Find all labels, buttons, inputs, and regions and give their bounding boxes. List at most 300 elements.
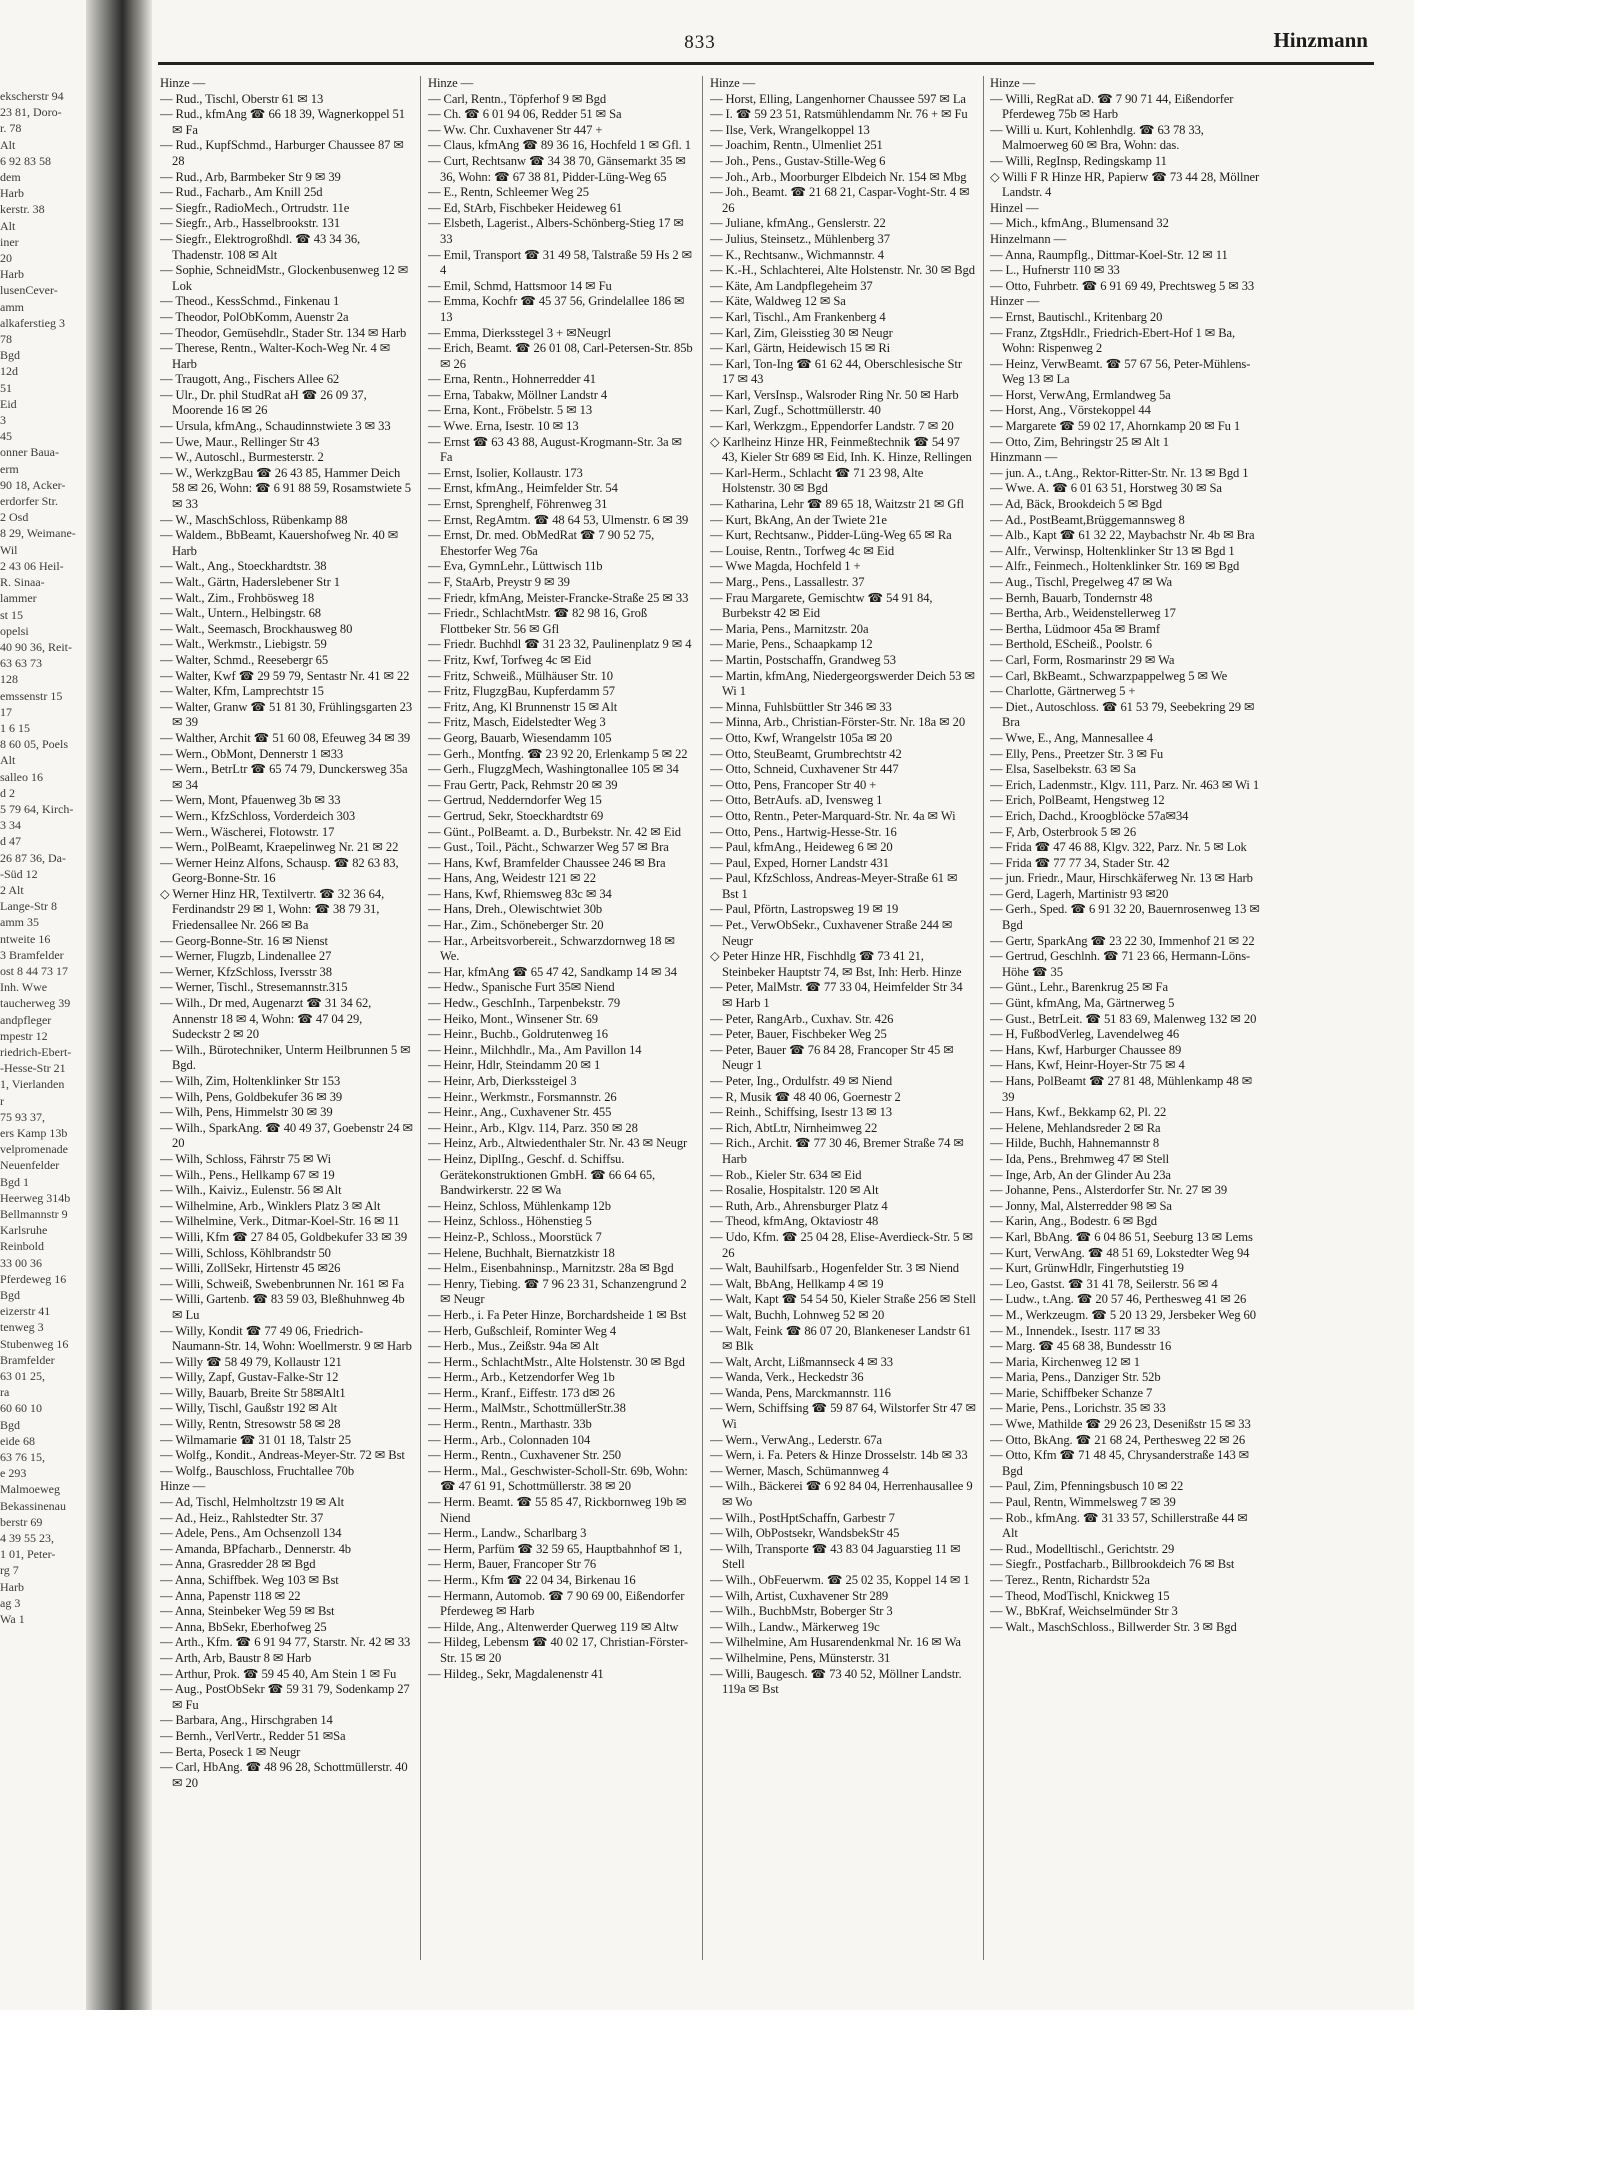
directory-entry: — Hildeg, Lebensm ☎ 40 02 17, Christian-Förster-Str. 15 ✉ 20 xyxy=(428,1635,689,1665)
directory-entry: — Helene, Mehlandsreder 2 ✉ Ra xyxy=(990,1120,1161,1135)
directory-entry: — Kurt, BkAng, An der Twiete 21e xyxy=(710,512,887,527)
directory-entry: — Herm., Rentn., Marthastr. 33b xyxy=(428,1417,592,1432)
directory-entry: — Wilhelmine, Arb., Winklers Platz 3 ✉ Alt xyxy=(160,1198,381,1213)
directory-entry: — Erna, Kont., Fröbelstr. 5 ✉ 13 xyxy=(428,403,593,418)
directory-entry: — Wwe. A. ☎ 6 01 63 51, Horstweg 30 ✉ Sa xyxy=(990,481,1222,496)
directory-entry: — Hedw., Spanische Furt 35✉ Niend xyxy=(428,980,615,995)
directory-entry: — Siegfr., Elektrogroßhdl. ☎ 43 34 36, Thadenstr. 108 ✉ Alt xyxy=(160,231,361,262)
directory-entry: — L., Hufnerstr 110 ✉ 33 xyxy=(990,263,1120,278)
directory-entry: — Walt, Bauhilfsarb., Hogenfelder Str. 3 ✉ Niend xyxy=(710,1261,959,1276)
fragment-line: Harb xyxy=(0,267,24,282)
directory-entry: — Heinz-P., Schloss., Moorstück 7 xyxy=(428,1229,602,1244)
directory-entry: — Carl, Rentn., Töpferhof 9 ✉ Bgd xyxy=(428,91,607,106)
directory-entry: — Joh., Arb., Moorburger Elbdeich Nr. 154 ✉ Mbg xyxy=(710,169,967,184)
fragment-line: Bgd xyxy=(0,1288,21,1303)
fragment-line: mpestr 12 xyxy=(0,1028,48,1043)
directory-entry: — Otto, Kfm ☎ 71 48 45, Chrysanderstraße 143 ✉ Bgd xyxy=(990,1448,1250,1478)
directory-entry: — Emil, Schmd, Hattsmoor 14 ✉ Fu xyxy=(428,278,612,293)
directory-entry: — Wern, Mont, Pfauenweg 3b ✉ 33 xyxy=(160,793,341,808)
directory-entry: — Willi, Baugesch. ☎ 73 40 52, Möllner Landstr. 119a ✉ Bst xyxy=(710,1666,962,1697)
column-1 xyxy=(160,76,414,1976)
directory-entry: — Herm., Rentn., Cuxhavener Str. 250 xyxy=(428,1448,621,1463)
directory-entry: — K.-H., Schlachterei, Alte Holstenstr. Nr. 30 ✉ Bgd xyxy=(710,263,975,278)
directory-entry: — Karl-Herm., Schlacht ☎ 71 23 98, Alte Holstenstr. 30 ✉ Bgd xyxy=(710,465,924,496)
directory-entry: — F, Arb, Osterbrook 5 ✉ 26 xyxy=(990,824,1137,839)
directory-entry: — Julius, Steinsetz., Mühlenberg 37 xyxy=(710,231,890,246)
directory-entry: — Friedr., SchlachtMstr. ☎ 82 98 16, Groß Flottbeker Str. 56 ✉ Gfl xyxy=(428,606,648,636)
directory-entry: — Walt., Untern., Helbingstr. 68 xyxy=(160,606,322,621)
directory-entry: — W., WerkzgBau ☎ 26 43 85, Hammer Deich 58 ✉ 26, Wohn: ☎ 6 91 88 59, Rosamstwiete 5 ✉ 33 xyxy=(160,465,411,512)
directory-entry: — Otto, SteuBeamt, Grumbrechtstr 42 xyxy=(710,746,902,761)
directory-entry: — Siegfr., Postfacharb., Billbrookdeich 76 ✉ Bst xyxy=(990,1557,1235,1572)
fragment-line: 128 xyxy=(0,672,18,687)
directory-entry: — Gerh., Montfng. ☎ 23 92 20, Erlenkamp 5 ✉ 22 xyxy=(428,746,688,761)
directory-entry: ◇ Werner Hinz HR, Textilvertr. ☎ 32 36 64, Ferdinandstr 29 ✉ 1, Wohn: ☎ 38 79 31, Friedensallee Nr. 266 ✉ Ba xyxy=(160,886,385,933)
directory-entry: — Marie, Pens., Schaapkamp 12 xyxy=(710,637,873,652)
directory-entry: — Alb., Kapt ☎ 61 32 22, Maybachstr Nr. 4b ✉ Bra xyxy=(990,528,1255,543)
directory-entry: — Walt., Gärtn, Haderslebener Str 1 xyxy=(160,575,340,589)
directory-entry: — Gertrud, Sekr, Stoeckhardtstr 69 xyxy=(428,808,604,823)
directory-entry: — Walter, Schmd., Reesebergr 65 xyxy=(160,652,329,667)
directory-entry: — Marg., Pens., Lassallestr. 37 xyxy=(710,575,865,589)
fragment-line: e 293 xyxy=(0,1466,27,1481)
directory-entry: — Karl, BbAng. ☎ 6 04 86 51, Seeburg 13 ✉ Lems xyxy=(990,1229,1253,1244)
directory-entry: — M., Innendek., Isestr. 117 ✉ 33 xyxy=(990,1323,1161,1338)
column-3 xyxy=(710,76,976,1976)
directory-entry: — Horst, Elling, Langenhorner Chaussee 597 ✉ La xyxy=(710,91,966,106)
directory-entry: — Arth, Arb, Baustr 8 ✉ Harb xyxy=(160,1650,312,1665)
previous-page-fragment xyxy=(0,88,86,1968)
surname-heading: Hinzel — xyxy=(990,200,1039,215)
column-divider xyxy=(702,76,703,1960)
directory-entry: — Ernst, Bautischl., Kritenbarg 20 xyxy=(990,309,1163,324)
directory-entry: — M., Werkzeugm. ☎ 5 20 13 29, Jersbeker Weg 60 xyxy=(990,1307,1256,1322)
fragment-line: 2 Osd xyxy=(0,510,29,525)
fragment-line: Inh. Wwe xyxy=(0,980,48,995)
directory-entry: — Otto, Kwf, Wrangelstr 105a ✉ 20 xyxy=(710,730,893,745)
fragment-line: eide 68 xyxy=(0,1433,35,1448)
surname-heading: Hinze — xyxy=(160,76,206,90)
fragment-line: 75 93 37, xyxy=(0,1109,45,1124)
directory-entry: — Herm. Beamt. ☎ 55 85 47, Rickbornweg 19b ✉ Niend xyxy=(428,1495,687,1525)
directory-entry: — Rob., kfmAng. ☎ 31 33 57, Schillerstraße 44 ✉ Alt xyxy=(990,1510,1248,1541)
directory-entry: — Carl, Form, Rosmarinstr 29 ✉ Wa xyxy=(990,652,1175,667)
directory-entry: — Wern., PolBeamt, Kraepelinweg Nr. 21 ✉ 22 xyxy=(160,840,399,855)
fragment-line: Bellmannstr 9 xyxy=(0,1207,68,1222)
directory-entry: — Walter, Kwf ☎ 29 59 79, Sentastr Nr. 41 ✉ 22 xyxy=(160,668,410,683)
directory-entry: — Ernst, Dr. med. ObMedRat ☎ 7 90 52 75, Ehestorfer Weg 76a xyxy=(428,528,655,558)
fragment-line: Bgd 1 xyxy=(0,1174,30,1189)
fragment-line: st 15 xyxy=(0,607,24,622)
directory-entry: — Theodor, Gemüsehdlr., Stader Str. 134 ✉ Harb xyxy=(160,325,407,340)
directory-entry: — Theod, ModTischl, Knickweg 15 xyxy=(990,1588,1170,1603)
directory-entry: — Paul, Rentn, Wimmelsweg 7 ✉ 39 xyxy=(990,1495,1176,1510)
directory-entry: — Leo, Gastst. ☎ 31 41 78, Seilerstr. 56 ✉ 4 xyxy=(990,1276,1218,1291)
directory-entry: — Werner, Tischl., Stresemannstr.315 xyxy=(160,980,348,995)
directory-entry: — Traugott, Ang., Fischers Allee 62 xyxy=(160,372,340,387)
directory-entry: — Anna, Papenstr 118 ✉ 22 xyxy=(160,1588,301,1603)
fragment-line: kerstr. 38 xyxy=(0,202,45,217)
directory-entry: — Theod., KessSchmd., Finkenau 1 xyxy=(160,294,340,309)
directory-entry: — Karl, Ton-Ing ☎ 61 62 44, Oberschlesische Str 17 ✉ 43 xyxy=(710,356,962,387)
directory-entry: — Otto, Rentn., Peter-Marquard-Str. Nr. 4a ✉ Wi xyxy=(710,808,956,823)
directory-entry: — Inge, Arb, An der Glinder Au 23a xyxy=(990,1167,1171,1182)
directory-entry: — Gertrud, Nedderndorfer Weg 15 xyxy=(428,793,602,808)
directory-entry: — Elsa, Saselbekstr. 63 ✉ Sa xyxy=(990,762,1136,777)
directory-entry: — Fritz, Ang, Kl Brunnenstr 15 ✉ Alt xyxy=(428,699,618,714)
directory-entry: — Herb., i. Fa Peter Hinze, Borchardsheide 1 ✉ Bst xyxy=(428,1307,687,1322)
directory-entry: — Anna, Raumpflg., Dittmar-Koel-Str. 12 ✉ 11 xyxy=(990,247,1228,262)
fragment-line: 63 63 73 xyxy=(0,656,42,671)
directory-entry: — Willy ☎ 58 49 79, Kollaustr 121 xyxy=(160,1354,342,1369)
directory-entry: — Heinz, DiplIng., Geschf. d. Schiffsu. Gerätekonstruktionen GmbH. ☎ 66 64 65, Bandwirkerstr. 22 ✉ Wa xyxy=(428,1151,656,1198)
directory-entry: — Emma, Kochfr ☎ 45 37 56, Grindelallee 186 ✉ 13 xyxy=(428,294,685,324)
directory-entry: — Wern., BetrLtr ☎ 65 74 79, Dunckersweg 35a ✉ 34 xyxy=(160,762,408,792)
directory-entry: — Franz, ZtgsHdlr., Friedrich-Ebert-Hof 1 ✉ Ba, Wohn: Rispenweg 2 xyxy=(990,325,1236,356)
directory-entry: — Berthold, EScheiß., Poolstr. 6 xyxy=(990,637,1152,652)
directory-entry: — Willi u. Kurt, Kohlenhdlg. ☎ 63 78 33, Malmoerweg 60 ✉ Bra, Wohn: das. xyxy=(990,122,1204,153)
directory-entry: — Hans, Kwf, Bramfelder Chaussee 246 ✉ Bra xyxy=(428,855,666,870)
directory-entry: — Paul, Zim, Pfenningsbusch 10 ✉ 22 xyxy=(990,1479,1184,1494)
directory-entry: — Siegfr., RadioMech., Ortrudstr. 11e xyxy=(160,200,350,215)
directory-entry: — Horst, Ang., Vörstekoppel 44 xyxy=(990,403,1151,418)
fragment-line: 51 xyxy=(0,380,12,395)
directory-entry: — Wwe, Mathilde ☎ 29 26 23, Desenißstr 15 ✉ 33 xyxy=(990,1417,1251,1432)
directory-entry: — Ernst ☎ 63 43 88, August-Krogmann-Str. 3a ✉ Fa xyxy=(428,434,683,465)
fragment-line: 8 29, Weimane- xyxy=(0,526,76,541)
directory-entry: — Waldem., BbBeamt, Kauershofweg Nr. 40 ✉ Harb xyxy=(160,528,399,558)
directory-entry: — Joachim, Rentn., Ulmenliet 251 xyxy=(710,138,883,153)
fragment-line: Bgd xyxy=(0,1417,21,1432)
directory-entry: — Wern., KfzSchloss, Vorderdeich 303 xyxy=(160,808,356,823)
directory-entry: — Minna, Arb., Christian-Förster-Str. Nr. 18a ✉ 20 xyxy=(710,715,966,730)
directory-entry: — Anna, Schiffbek. Weg 103 ✉ Bst xyxy=(160,1573,339,1587)
directory-entry: — Udo, Kfm. ☎ 25 04 28, Elise-Averdieck-Str. 5 ✉ 26 xyxy=(710,1229,973,1260)
directory-entry: — Rich., Archit. ☎ 77 30 46, Bremer Straße 74 ✉ Harb xyxy=(710,1136,964,1166)
directory-entry: — Erna, Tabakw, Möllner Landstr 4 xyxy=(428,387,608,402)
column-divider xyxy=(420,76,421,1960)
directory-entry: — F, StaArb, Preystr 9 ✉ 39 xyxy=(428,575,570,589)
directory-entry: — Therese, Rentn., Walter-Koch-Weg Nr. 4 ✉ Harb xyxy=(160,341,391,371)
directory-entry: — R, Musik ☎ 48 40 06, Goernestr 2 xyxy=(710,1089,901,1104)
directory-entry: — Otto, Zim, Behringstr 25 ✉ Alt 1 xyxy=(990,434,1169,449)
directory-entry: — Karl, Zugf., Schottmüllerstr. 40 xyxy=(710,403,881,418)
directory-entry: — Hermann, Automob. ☎ 7 90 69 00, Eißendorfer Pferdeweg ✉ Harb xyxy=(428,1588,685,1619)
directory-entry: — Margarete ☎ 59 02 17, Ahornkamp 20 ✉ Fu 1 xyxy=(990,419,1241,434)
fragment-line: 3 Bramfelder xyxy=(0,947,64,962)
directory-entry: — Günt., PolBeamt. a. D., Burbekstr. Nr. 42 ✉ Eid xyxy=(428,824,681,839)
fragment-line: taucherweg 39 xyxy=(0,996,71,1011)
directory-entry: — W., Autoschl., Burmesterstr. 2 xyxy=(160,450,324,465)
directory-entry: — Elsbeth, Lagerist., Albers-Schönberg-Stieg 17 ✉ 33 xyxy=(428,216,684,246)
directory-entry: — Wilh., ObFeuerwm. ☎ 25 02 35, Koppel 14 ✉ 1 xyxy=(710,1573,970,1587)
directory-entry: ◇ Peter Hinze HR, Fischhdlg ☎ 73 41 21, Steinbeker Hauptstr 74, ✉ Bst, Inh: Herb. Hinze xyxy=(710,949,962,979)
directory-entry: — Paul, Exped, Horner Landstr 431 xyxy=(710,855,889,870)
fragment-line: berstr 69 xyxy=(0,1514,43,1529)
directory-entry: — Wolfg., Bauschloss, Fruchtallee 70b xyxy=(160,1463,355,1478)
fragment-line: Neuenfelder xyxy=(0,1158,60,1173)
fragment-line: ost 8 44 73 17 xyxy=(0,963,69,978)
directory-entry: — Herm, Bauer, Francoper Str 76 xyxy=(428,1557,597,1572)
directory-entry: — Ursula, kfmAng., Schaudinnstwiete 3 ✉ 33 xyxy=(160,419,391,434)
fragment-line: alkaferstieg 3 xyxy=(0,315,65,330)
directory-entry: — Günt, kfmAng, Ma, Gärtnerweg 5 xyxy=(990,996,1175,1011)
directory-entry: — Heinz, VerwBeamt. ☎ 57 67 56, Peter-Mühlens-Weg 13 ✉ La xyxy=(990,356,1251,387)
directory-entry: — Jonny, Mal, Alsterredder 98 ✉ Sa xyxy=(990,1198,1172,1213)
directory-entry: — Hans, Ang, Weidestr 121 ✉ 22 xyxy=(428,871,596,886)
fragment-line: Pferdeweg 16 xyxy=(0,1271,67,1286)
fragment-line: 60 60 10 xyxy=(0,1401,42,1416)
directory-entry: — Walter, Granw ☎ 51 81 30, Frühlingsgarten 23 ✉ 39 xyxy=(160,699,413,730)
directory-entry: — Hans, Kwf., Bekkamp 62, Pl. 22 xyxy=(990,1105,1167,1120)
fragment-line: 90 18, Acker- xyxy=(0,477,66,492)
directory-entry: — Wilh, Pens, Himmelstr 30 ✉ 39 xyxy=(160,1105,333,1120)
directory-entry: — Amanda, BPfacharb., Dennerstr. 4b xyxy=(160,1541,351,1556)
fragment-line: ra xyxy=(0,1385,10,1400)
directory-entry: — Wern., Wäscherei, Flotowstr. 17 xyxy=(160,824,335,839)
directory-entry: — Wilh., Landw., Märkerweg 19c xyxy=(710,1619,880,1634)
directory-entry: — Bertha, Lüdmoor 45a ✉ Bramf xyxy=(990,621,1160,636)
directory-entry: — Katharina, Lehr ☎ 89 65 18, Waitzstr 21 ✉ Gfl xyxy=(710,497,964,512)
directory-entry: — Heinr., Ang., Cuxhavener Str. 455 xyxy=(428,1105,612,1120)
directory-entry: — Herm., SchlachtMstr., Alte Holstenstr. 30 ✉ Bgd xyxy=(428,1354,685,1369)
directory-entry: — Heiko, Mont., Winsener Str. 69 xyxy=(428,1011,598,1026)
directory-entry: — Horst, VerwAng, Ermlandweg 5a xyxy=(990,387,1171,402)
fragment-line: 12d xyxy=(0,364,18,379)
directory-entry: — Juliane, kfmAng., Genslerstr. 22 xyxy=(710,216,886,231)
directory-entry: — Gertr, SparkAng ☎ 23 22 30, Immenhof 21 ✉ 22 xyxy=(990,933,1255,948)
directory-entry: — Ernst, Sprenghelf, Föhrenweg 31 xyxy=(428,497,608,512)
directory-entry: — Anna, BbSekr, Eberhofweg 25 xyxy=(160,1619,327,1634)
directory-entry: — Friedr, kfmAng, Meister-Francke-Straße 25 ✉ 33 xyxy=(428,590,689,605)
directory-entry: — Herm., Kranf., Eiffestr. 173 d✉ 26 xyxy=(428,1385,615,1400)
directory-entry: — Fritz, Schweiß., Mülhäuser Str. 10 xyxy=(428,668,613,683)
directory-entry: — Sophie, SchneidMstr., Glockenbusenweg 12 ✉ Lok xyxy=(160,263,409,293)
fragment-line: Harb xyxy=(0,1579,24,1594)
directory-entry: — Hans, Kwf, Heinr-Hoyer-Str 75 ✉ 4 xyxy=(990,1058,1185,1073)
fragment-line: 8 60 05, Poels xyxy=(0,737,69,752)
surname-heading: Hinze — xyxy=(990,76,1036,90)
fragment-line: opelsi xyxy=(0,623,29,638)
fragment-line: tenweg 3 xyxy=(0,1320,44,1335)
fragment-line: Bramfelder xyxy=(0,1352,55,1367)
directory-entry: — Wern, Schiffsing ☎ 59 87 64, Wilstorfer Str 47 ✉ Wi xyxy=(710,1401,976,1432)
fragment-line: iner xyxy=(0,234,19,249)
directory-entry: — Ida, Pens., Brehmweg 47 ✉ Stell xyxy=(990,1151,1169,1166)
directory-entry: — Joh., Beamt. ☎ 21 68 21, Caspar-Voght-Str. 4 ✉ 26 xyxy=(710,185,970,215)
directory-entry: — Ulr., Dr. phil StudRat aH ☎ 26 09 37, Moorende 16 ✉ 26 xyxy=(160,387,367,418)
fragment-line: 1 6 15 xyxy=(0,720,30,735)
directory-entry: — Walt, Buchh, Lohnweg 52 ✉ 20 xyxy=(710,1307,885,1322)
directory-entry: — Wilhelmine, Pens, Münsterstr. 31 xyxy=(710,1650,891,1665)
directory-entry: — Reinh., Schiffsing, Isestr 13 ✉ 13 xyxy=(710,1105,892,1120)
directory-entry: — Herm., Landw., Scharlbarg 3 xyxy=(428,1526,587,1541)
directory-entry: — Hilde, Ang., Altenwerder Querweg 119 ✉ Altw xyxy=(428,1619,679,1634)
directory-entry: — Alfr., Feinmech., Holtenklinker Str. 169 ✉ Bgd xyxy=(990,559,1240,574)
directory-entry: — H, FußbodVerleg, Lavendelweg 46 xyxy=(990,1027,1180,1042)
directory-entry: — Paul, KfzSchloss, Andreas-Meyer-Straße 61 ✉ Bst 1 xyxy=(710,871,958,901)
directory-entry: — Paul, Pförtn, Lastropsweg 19 ✉ 19 xyxy=(710,902,899,917)
directory-entry: — Ed, StArb, Fischbeker Heideweg 61 xyxy=(428,200,623,215)
directory-entry: — Käte, Am Landpflegeheim 37 xyxy=(710,278,873,293)
directory-entry: — Bernh, Bauarb, Tondernstr 48 xyxy=(990,590,1153,605)
directory-entry: — Werner, KfzSchloss, Iversstr 38 xyxy=(160,964,332,979)
directory-entry: — Rob., Kieler Str. 634 ✉ Eid xyxy=(710,1167,862,1182)
fragment-line: Alt xyxy=(0,753,16,768)
fragment-line: rg 7 xyxy=(0,1563,19,1578)
directory-entry: — Otto, Pens, Francoper Str 40 + xyxy=(710,777,877,792)
directory-entry: — Gerh., FlugzgMech, Washingtonallee 105 ✉ 34 xyxy=(428,762,679,777)
fragment-line: lusenCever- xyxy=(0,283,58,298)
directory-entry: — jun. A., t.Ang., Rektor-Ritter-Str. Nr. 13 ✉ Bgd 1 xyxy=(990,465,1249,480)
directory-entry: — Carl, HbAng. ☎ 48 96 28, Schottmüllerstr. 40 ✉ 20 xyxy=(160,1760,408,1790)
directory-entry: — Wilh., Kaiviz., Eulenstr. 56 ✉ Alt xyxy=(160,1183,342,1198)
directory-entry: — Heinr., Werkmstr., Forsmannstr. 26 xyxy=(428,1089,617,1104)
fragment-line: 33 00 36 xyxy=(0,1255,42,1270)
directory-entry: — Wwe. Erna, Isestr. 10 ✉ 13 xyxy=(428,419,579,434)
directory-entry: — Minna, Fuhlsbüttler Str 346 ✉ 33 xyxy=(710,699,892,714)
directory-entry: — Günt., Lehr., Barenkrug 25 ✉ Fa xyxy=(990,980,1168,995)
directory-entry: — Herb, Gußschleif, Rominter Weg 4 xyxy=(428,1323,617,1338)
directory-entry: — Wilh, Artist, Cuxhavener Str 289 xyxy=(710,1588,889,1603)
directory-entry: — Ad., Heiz., Rahlstedter Str. 37 xyxy=(160,1510,324,1525)
directory-entry: — K., Rechtsanw., Wichmannstr. 4 xyxy=(710,247,884,262)
directory-entry: — Maria, Pens., Danziger Str. 52b xyxy=(990,1370,1161,1385)
directory-entry: — Henry, Tiebing. ☎ 7 96 23 31, Schanzengrund 2 ✉ Neugr xyxy=(428,1276,687,1307)
fragment-line: d 2 xyxy=(0,785,15,800)
directory-entry: — Maria, Kirchenweg 12 ✉ 1 xyxy=(990,1354,1140,1369)
directory-entry: — W., MaschSchloss, Rübenkamp 88 xyxy=(160,512,348,527)
fragment-line: lammer xyxy=(0,591,37,606)
directory-entry: — Charlotte, Gärtnerweg 5 + xyxy=(990,684,1136,699)
directory-entry: — Herb., Mus., Zeißstr. 94a ✉ Alt xyxy=(428,1339,599,1354)
directory-entry: — Har., Zim., Schöneberger Str. 20 xyxy=(428,918,604,933)
directory-entry: — Martin, Postschaffn, Grandweg 53 xyxy=(710,652,896,667)
directory-entry: — Paul, kfmAng., Heideweg 6 ✉ 20 xyxy=(710,840,893,855)
directory-entry: — Peter, Bauer, Fischbeker Weg 25 xyxy=(710,1027,887,1042)
directory-entry: — Karl, Werkzgm., Eppendorfer Landstr. 7 ✉ 20 xyxy=(710,419,954,434)
directory-entry: — Peter, RangArb., Cuxhav. Str. 426 xyxy=(710,1011,894,1026)
directory-entry: — Heinr., Buchb., Goldrutenweg 16 xyxy=(428,1027,608,1042)
fragment-line: 5 79 64, Kirch- xyxy=(0,801,74,816)
fragment-line: ntweite 16 xyxy=(0,931,51,946)
fragment-line: r xyxy=(0,1093,4,1108)
directory-entry: — Walt., Werkmstr., Liebigstr. 59 xyxy=(160,637,327,652)
directory-entry: — Heinr, Hdlr, Steindamm 20 ✉ 1 xyxy=(428,1058,601,1073)
directory-entry: — Wilh., Dr med, Augenarzt ☎ 31 34 62, Annenstr 18 ✉ 4, Wohn: ☎ 47 04 29, Sudeckstr 2 ✉ 20 xyxy=(160,996,372,1042)
directory-entry: — Otto, Schneid, Cuxhavener Str 447 xyxy=(710,762,899,777)
directory-entry: — Ruth, Arb., Ahrensburger Platz 4 xyxy=(710,1198,888,1213)
directory-entry: — Theod, kfmAng, Oktaviostr 48 xyxy=(710,1214,879,1229)
directory-entry: — Peter, MalMstr. ☎ 77 33 04, Heimfelder Str 34 ✉ Harb 1 xyxy=(710,980,963,1011)
directory-entry: — Marie, Pens., Lorichstr. 35 ✉ 33 xyxy=(990,1401,1166,1416)
directory-entry: — Rich, AbtLtr, Nirnheimweg 22 xyxy=(710,1120,878,1135)
directory-entry: — Wolfg., Kondit., Andreas-Meyer-Str. 72 ✉ Bst xyxy=(160,1448,405,1463)
directory-entry: — Wilh., Bürotechniker, Unterm Heilbrunnen 5 ✉ Bgd. xyxy=(160,1042,411,1073)
directory-entry: — Herm., Arb., Colonnaden 104 xyxy=(428,1432,591,1447)
directory-entry: — Marie, Schiffbeker Schanze 7 xyxy=(990,1385,1153,1400)
directory-entry: — Gerd, Lagerh, Martinistr 93 ✉20 xyxy=(990,886,1169,901)
fragment-line: -Hesse-Str 21 xyxy=(0,1061,66,1076)
directory-entry: — Walt, BbAng, Hellkamp 4 ✉ 19 xyxy=(710,1276,884,1291)
fragment-line: emssenstr 15 xyxy=(0,688,63,703)
directory-entry: — Theodor, PolObKomm, Auenstr 2a xyxy=(160,309,349,324)
directory-entry: — Walther, Archit ☎ 51 60 08, Efeuweg 34 ✉ 39 xyxy=(160,730,411,745)
directory-entry: — W., BbKraf, Weichselmünder Str 3 xyxy=(990,1604,1178,1619)
fragment-line: erdorfer Str. xyxy=(0,494,58,509)
directory-entry: — Aug., Tischl, Pregelweg 47 ✉ Wa xyxy=(990,575,1172,589)
fragment-line: andpfleger xyxy=(0,1012,52,1027)
fragment-line: 3 xyxy=(0,413,6,428)
directory-entry: — Kurt, Rechtsanw., Pidder-Lüng-Weg 65 ✉ Ra xyxy=(710,528,952,543)
fragment-line: -Süd 12 xyxy=(0,866,38,881)
directory-entry: — Karin, Ang., Bodestr. 6 ✉ Bgd xyxy=(990,1214,1157,1229)
directory-entry: — Gust., Toil., Pächt., Schwarzer Weg 57 ✉ Bra xyxy=(428,840,669,855)
directory-entry: — Ernst, kfmAng., Heimfelder Str. 54 xyxy=(428,481,618,496)
directory-entry: — Heinr, Arb, Dierkssteigel 3 xyxy=(428,1074,577,1088)
directory-entry: — Erich, Ladenmstr., Klgv. 111, Parz. Nr. 463 ✉ Wi 1 xyxy=(990,777,1260,792)
directory-entry: — Martin, kfmAng, Niedergeorgswerder Deich 53 ✉ Wi 1 xyxy=(710,668,975,699)
fragment-line: r. 78 xyxy=(0,121,22,136)
directory-entry: — Wwe, E., Ang, Mannesallee 4 xyxy=(990,730,1153,745)
fragment-line: 23 81, Doro- xyxy=(0,105,62,120)
directory-entry: — Wilh, Pens, Goldbekufer 36 ✉ 39 xyxy=(160,1089,343,1104)
surname-heading: Hinzer — xyxy=(990,294,1040,309)
directory-entry: — Wilhelmine, Am Husarendenkmal Nr. 16 ✉ Wa xyxy=(710,1635,961,1650)
directory-entry: — Wilmamarie ☎ 31 01 18, Talstr 25 xyxy=(160,1432,351,1447)
directory-entry: — Herm., Mal., Geschwister-Scholl-Str. 69b, Wohn: ☎ 47 61 91, Schottmüllerstr. 38 ✉ 20 xyxy=(428,1463,688,1494)
surname-heading: Hinze — xyxy=(710,76,756,90)
directory-entry: — Carl, BkBeamt., Schwarzpappelweg 5 ✉ We xyxy=(990,668,1228,683)
directory-entry: — Emma, Dierksstegel 3 + ✉Neugrl xyxy=(428,325,612,340)
directory-entry: — Erich, PolBeamt, Hengstweg 12 xyxy=(990,793,1165,808)
directory-entry: — Rud., Tischl, Oberstr 61 ✉ 13 xyxy=(160,91,324,106)
directory-entry: — Willy, Kondit ☎ 77 49 06, Friedrich-Naumann-Str. 14, Wohn: Woellmerstr. 9 ✉ Harb xyxy=(160,1323,412,1354)
fragment-line: Karlsruhe xyxy=(0,1223,48,1238)
directory-entry: — Wilhelmine, Verk., Ditmar-Koel-Str. 16 ✉ 11 xyxy=(160,1214,400,1229)
directory-entry: — Kurt, GrünwHdlr, Fingerhutstieg 19 xyxy=(990,1261,1184,1276)
book-gutter xyxy=(86,0,152,2010)
fragment-line: 78 xyxy=(0,332,12,347)
fragment-line: Malmoeweg xyxy=(0,1482,60,1497)
directory-entry: — Willy, Tischl, Gaußstr 192 ✉ Alt xyxy=(160,1401,338,1416)
fragment-line: 1 01, Peter- xyxy=(0,1547,56,1562)
fragment-line: eizerstr 41 xyxy=(0,1304,51,1319)
directory-entry: — Friedr. Buchhdl ☎ 31 23 32, Paulinenplatz 9 ✉ 4 xyxy=(428,637,692,652)
directory-entry: — Rud., Facharb., Am Knill 25d xyxy=(160,185,323,200)
directory-entry: — Har, kfmAng ☎ 65 47 42, Sandkamp 14 ✉ 34 xyxy=(428,964,677,979)
directory-entry: — Claus, kfmAng ☎ 89 36 16, Hochfeld 1 ✉ Gfl. 1 xyxy=(428,138,691,153)
directory-entry: — Werner, Flugzb, Lindenallee 27 xyxy=(160,949,332,964)
directory-entry: — Rud., Modelltischl., Gerichtstr. 29 xyxy=(990,1541,1175,1556)
directory-entry: — Heinz, Schloss, Mühlenkamp 12b xyxy=(428,1198,611,1213)
directory-entry: — Willi, ZollSekr, Hirtenstr 45 ✉26 xyxy=(160,1261,341,1276)
directory-entry: — Willi, RegRat aD. ☎ 7 90 71 44, Eißendorfer Pferdeweg 75b ✉ Harb xyxy=(990,91,1234,122)
directory-entry: — Ad, Bäck, Brookdeich 5 ✉ Bgd xyxy=(990,497,1162,512)
fragment-line: 63 01 25, xyxy=(0,1369,45,1384)
directory-entry: — Otto, Pens., Hartwig-Hesse-Str. 16 xyxy=(710,824,897,839)
directory-entry: — Fritz, FlugzgBau, Kupferdamm 57 xyxy=(428,684,615,699)
directory-entry: — Fritz, Kwf, Torfweg 4c ✉ Eid xyxy=(428,652,592,667)
fragment-line: Bekassinenau xyxy=(0,1498,66,1513)
directory-entry: — Werner Heinz Alfons, Schausp. ☎ 82 63 83, Georg-Bonne-Str. 16 xyxy=(160,855,399,886)
column-2 xyxy=(428,76,694,1976)
directory-entry: — Gerh., Sped. ☎ 6 91 32 20, Bauernrosenweg 13 ✉ Bgd xyxy=(990,902,1260,933)
directory-entry: — Frida ☎ 47 46 88, Klgv. 322, Parz. Nr. 5 ✉ Lok xyxy=(990,840,1247,855)
directory-entry: — Arthur, Prok. ☎ 59 45 40, Am Stein 1 ✉ Fu xyxy=(160,1666,397,1681)
fragment-line: amm 35 xyxy=(0,915,39,930)
directory-entry: — Arth., Kfm. ☎ 6 91 94 77, Starstr. Nr. 42 ✉ 33 xyxy=(160,1635,411,1650)
